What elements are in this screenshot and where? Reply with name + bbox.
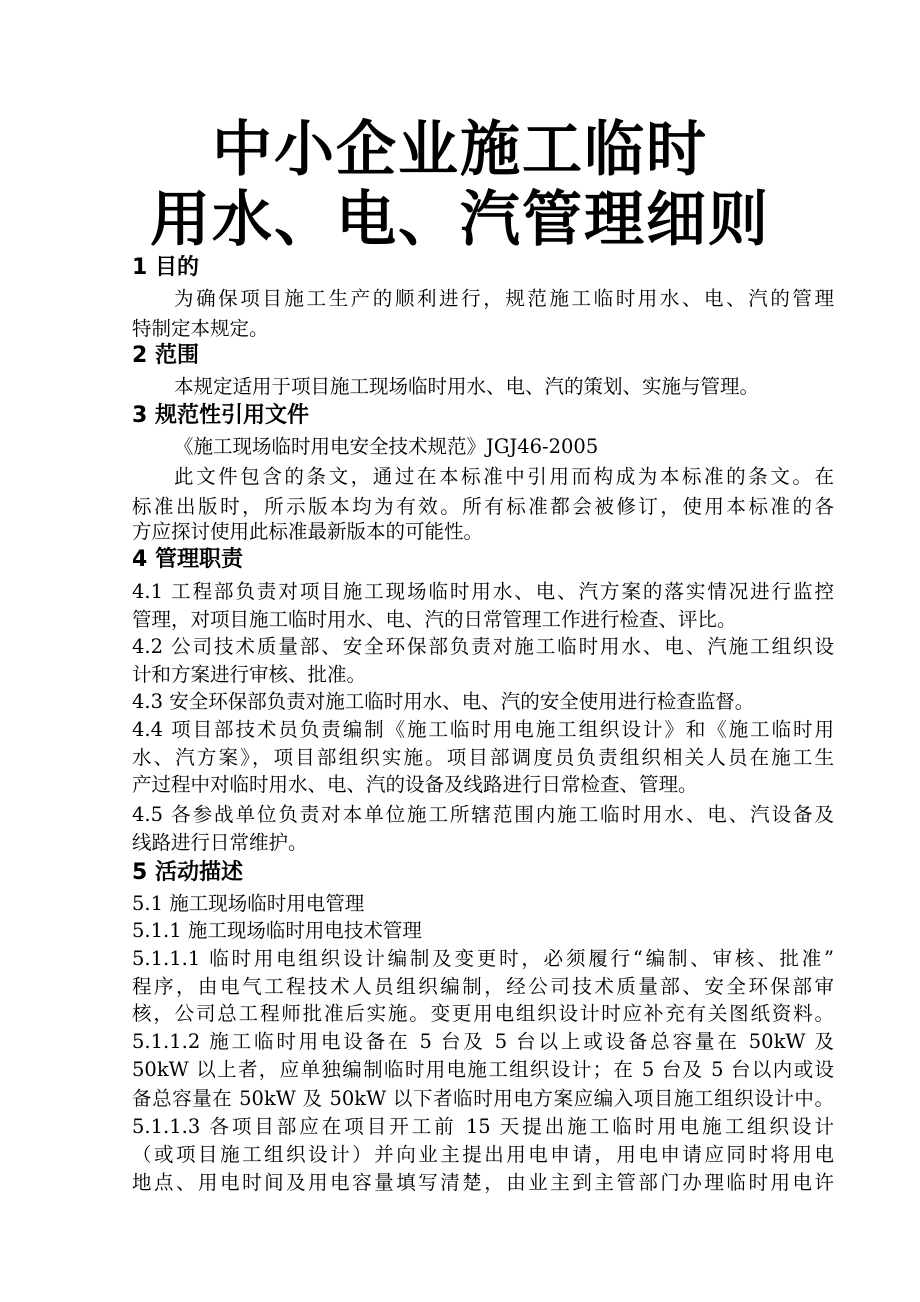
list-item-line: 50kW 以上者，应单独编制临时用电施工组织设计；在 5 台及 5 台以内或设 [132,1058,834,1081]
list-item-line: 4.5 各参战单位负责对本单位施工所辖范围内施工临时用水、电、汽设备及 [132,803,834,826]
list-item-line: 4.1 工程部负责对项目施工现场临时用水、电、汽方案的落实情况进行监控 [132,580,834,603]
paragraph-line: 此文件包含的条文，通过在本标准中引用而构成为本标准的条文。在 [174,465,834,488]
list-item-line: 备总容量在 50kW 及 50kW 以下者临时用电方案应编入项目施工组织设计中。 [132,1087,834,1110]
list-item-line: 5.1.1.1 临时用电组织设计编制及变更时，必须履行“编制、审核、批准” [132,947,834,970]
list-item-line: （或项目施工组织设计）并向业主提出用电申请，用电申请应同时将用电 [132,1143,834,1166]
list-item-line: 5.1.1 施工现场临时用电技术管理 [132,919,422,942]
list-item-line: 计和方案进行审核、批准。 [132,663,367,686]
section-heading-purpose: 1 目的 [132,255,199,280]
list-item-line: 5.1 施工现场临时用电管理 [132,892,365,915]
document-title-line-2: 用水、电、汽管理细则 [150,185,770,255]
list-item-line: 地点、用电时间及用电容量填写清楚，由业主到主管部门办理临时用电许 [132,1171,834,1194]
list-item-line: 产过程中对临时用水、电、汽的设备及线路进行日常检查、管理。 [132,773,698,796]
reference-citation: 《施工现场临时用电安全技术规范》JGJ46-2005 [174,435,599,458]
section-heading-responsibilities: 4 管理职责 [132,547,243,572]
list-item-line: 4.2 公司技术质量部、安全环保部负责对施工临时用水、电、汽施工组织设 [132,635,834,658]
list-item-line: 4.3 安全环保部负责对施工临时用水、电、汽的安全使用进行检查监督。 [132,690,755,713]
list-item-line: 线路进行日常维护。 [132,831,308,854]
section-heading-references: 3 规范性引用文件 [132,403,309,428]
list-item-line: 水、汽方案》，项目部组织实施。项目部调度员负责组织相关人员在施工生 [132,746,834,769]
paragraph-line: 特制定本规定。 [132,317,269,340]
paragraph-line: 为确保项目施工生产的顺利进行，规范施工临时用水、电、汽的管理 [174,287,834,310]
paragraph-line: 标准出版时，所示版本均为有效。所有标准都会被修订，使用本标准的各 [132,495,834,518]
list-item-line: 核，公司总工程师批准后实施。变更用电组织设计时应补充有关图纸资料。 [132,1002,834,1025]
section-heading-activities: 5 活动描述 [132,860,243,885]
list-item-line: 程序，由电气工程技术人员组织编制，经公司技术质量部、安全环保部审 [132,975,834,998]
section-heading-scope: 2 范围 [132,343,199,368]
list-item-line: 5.1.1.2 施工临时用电设备在 5 台及 5 台以上或设备总容量在 50kW 及 [132,1030,834,1053]
paragraph-line: 本规定适用于项目施工现场临时用水、电、汽的策划、实施与管理。 [174,375,760,398]
list-item-line: 5.1.1.3 各项目部应在项目开工前 15 天提出施工临时用电施工组织设计 [132,1115,834,1138]
list-item-line: 4.4 项目部技术员负责编制《施工临时用电施工组织设计》和《施工临时用 [132,718,834,741]
paragraph-line: 方应探讨使用此标准最新版本的可能性。 [132,520,484,543]
document-title-line-1: 中小企业施工临时 [212,115,708,185]
list-item-line: 管理，对项目施工临时用水、电、汽的日常管理工作进行检查、评比。 [132,608,737,631]
